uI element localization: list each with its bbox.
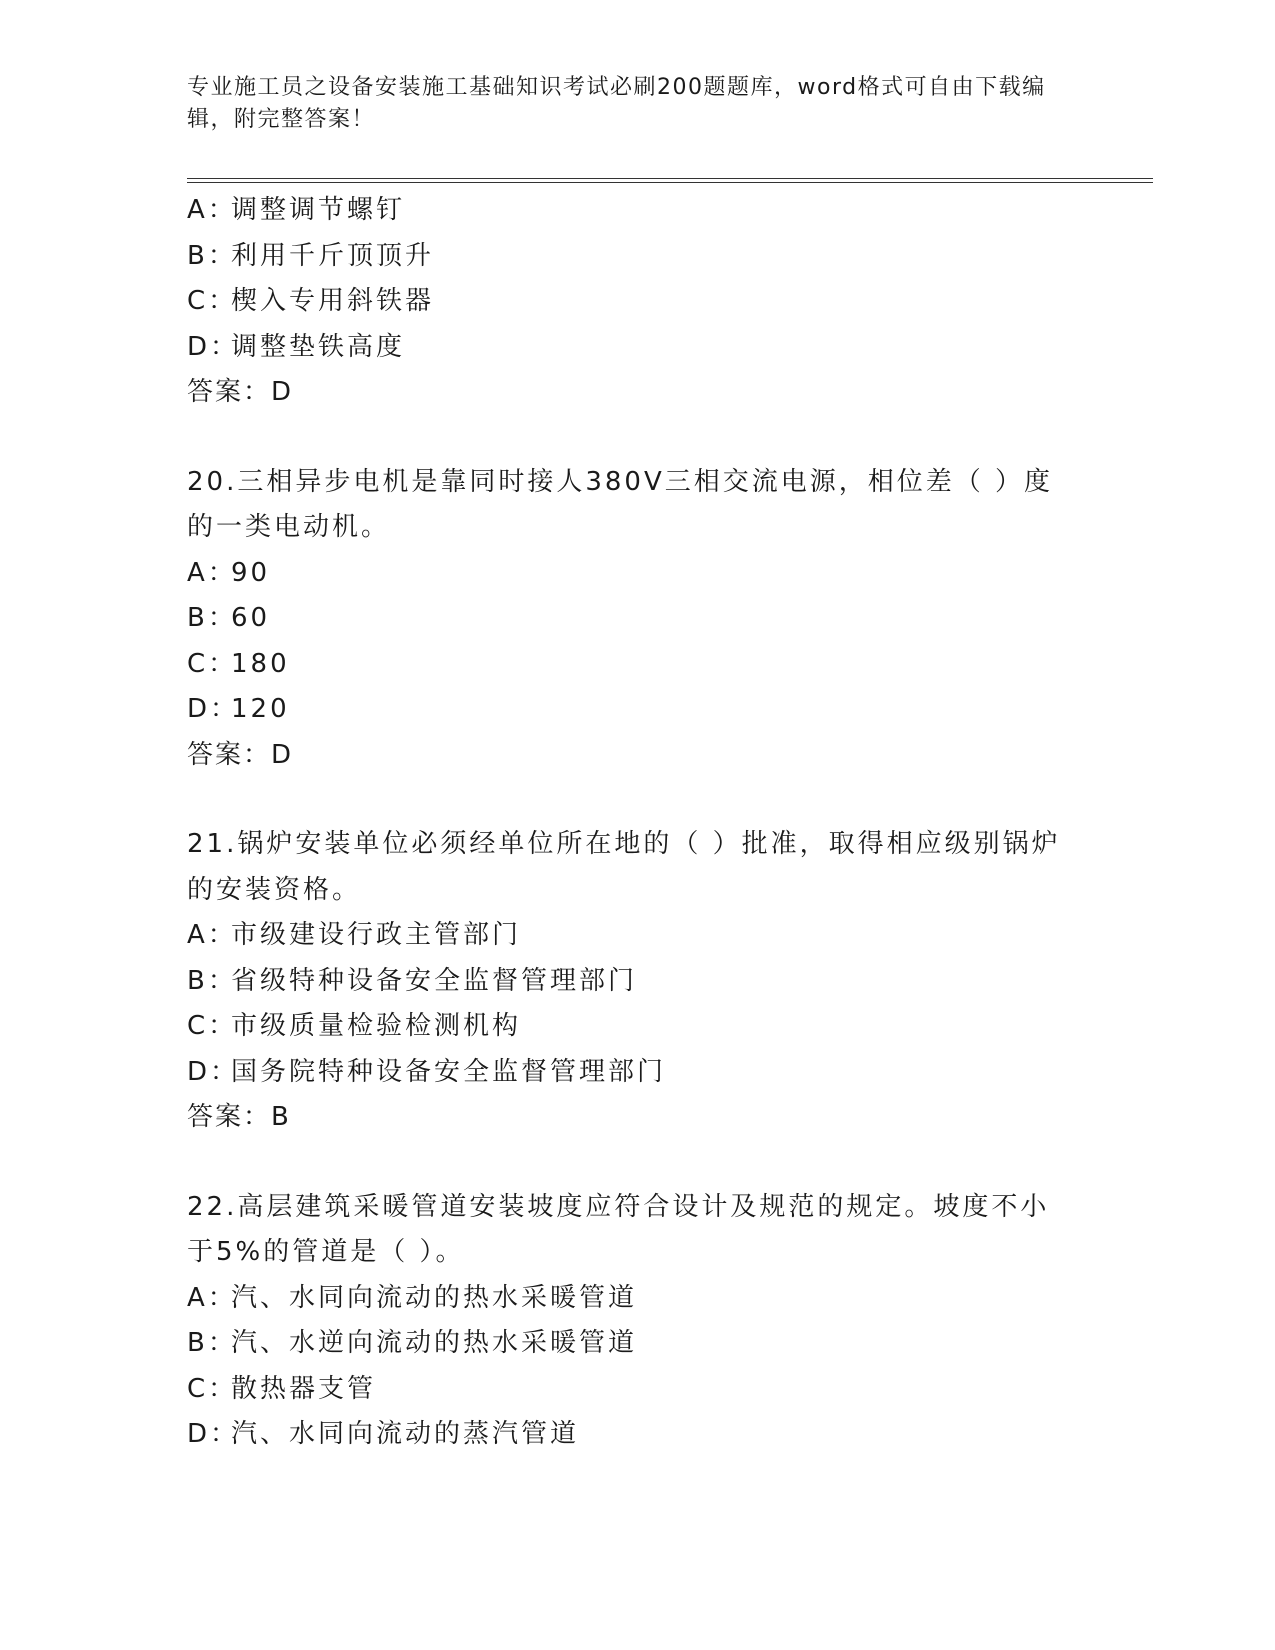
option-text: 汽、水同向流动的蒸汽管道 [231, 1419, 580, 1449]
option-b [187, 596, 1107, 642]
option-d [187, 687, 1107, 733]
option-c [187, 1004, 1107, 1050]
question-19 [187, 188, 1107, 416]
option-c [187, 279, 1107, 325]
option-text: 90 [231, 557, 271, 588]
option-letter: C： [187, 1011, 238, 1041]
option-a [187, 188, 1107, 234]
option-text: 国务院特种设备安全监督管理部门 [231, 1056, 667, 1087]
option-letter: A： [187, 1282, 237, 1313]
option-letter: A： [187, 557, 237, 588]
option-text: 汽、水逆向流动的热水采暖管道 [231, 1328, 638, 1358]
option-letter: A： [187, 920, 237, 950]
option-letter: B： [187, 1328, 237, 1358]
option-c [187, 1367, 1107, 1413]
question-stem: 20.三相异步电机是靠同时接人380V三相交流电源，相位差（ ）度的一类电动机。 [187, 466, 1054, 542]
option-text: 省级特种设备安全监督管理部门 [231, 965, 638, 996]
question-20 [187, 460, 1107, 779]
option-b [187, 1321, 1107, 1367]
option-letter: A： [187, 195, 237, 225]
document-header: 专业施工员之设备安装施工基础知识考试必刷200题题库，word格式可自由下载编辑，附完整答案！ [187, 75, 1046, 132]
option-d [187, 1412, 1107, 1458]
option-text: 180 [231, 648, 290, 679]
option-d [187, 1050, 1107, 1096]
option-text: 市级建设行政主管部门 [231, 920, 522, 950]
option-text: 利用千斤顶顶升 [231, 240, 435, 271]
option-text: 散热器支管 [231, 1373, 377, 1404]
answer-line: 答案：D [187, 739, 294, 770]
question-22 [187, 1185, 1107, 1458]
option-letter: C： [187, 648, 238, 679]
option-letter: D： [187, 1419, 240, 1449]
option-text: 60 [231, 603, 271, 633]
option-text: 楔入专用斜铁器 [231, 286, 435, 316]
option-c [187, 642, 1107, 688]
option-a [187, 1276, 1107, 1322]
option-letter: D： [187, 331, 240, 362]
option-b [187, 959, 1107, 1005]
answer-line: 答案：B [187, 1102, 291, 1132]
question-stem: 22.高层建筑采暖管道安装坡度应符合设计及规范的规定。坡度不小于5%的管道是（ ）。 [187, 1191, 1050, 1267]
option-letter: D： [187, 1056, 240, 1087]
option-letter: D： [187, 694, 240, 724]
question-21 [187, 822, 1107, 1141]
option-a [187, 913, 1107, 959]
header-divider [187, 178, 1153, 183]
option-b [187, 234, 1107, 280]
question-stem: 21.锅炉安装单位必须经单位所在地的（ ）批准，取得相应级别锅炉的安装资格。 [187, 829, 1061, 905]
option-letter: C： [187, 286, 238, 316]
option-text: 调整调节螺钉 [231, 195, 406, 225]
option-letter: C： [187, 1373, 238, 1404]
option-a [187, 551, 1107, 597]
option-letter: B： [187, 603, 237, 633]
option-text: 120 [231, 694, 290, 724]
question-list [187, 188, 1107, 1458]
option-d [187, 325, 1107, 371]
answer-line: 答案：D [187, 377, 294, 407]
option-text: 汽、水同向流动的热水采暖管道 [231, 1282, 638, 1313]
option-letter: B： [187, 240, 237, 271]
option-text: 调整垫铁高度 [231, 331, 406, 362]
option-letter: B： [187, 965, 237, 996]
option-text: 市级质量检验检测机构 [231, 1011, 522, 1041]
